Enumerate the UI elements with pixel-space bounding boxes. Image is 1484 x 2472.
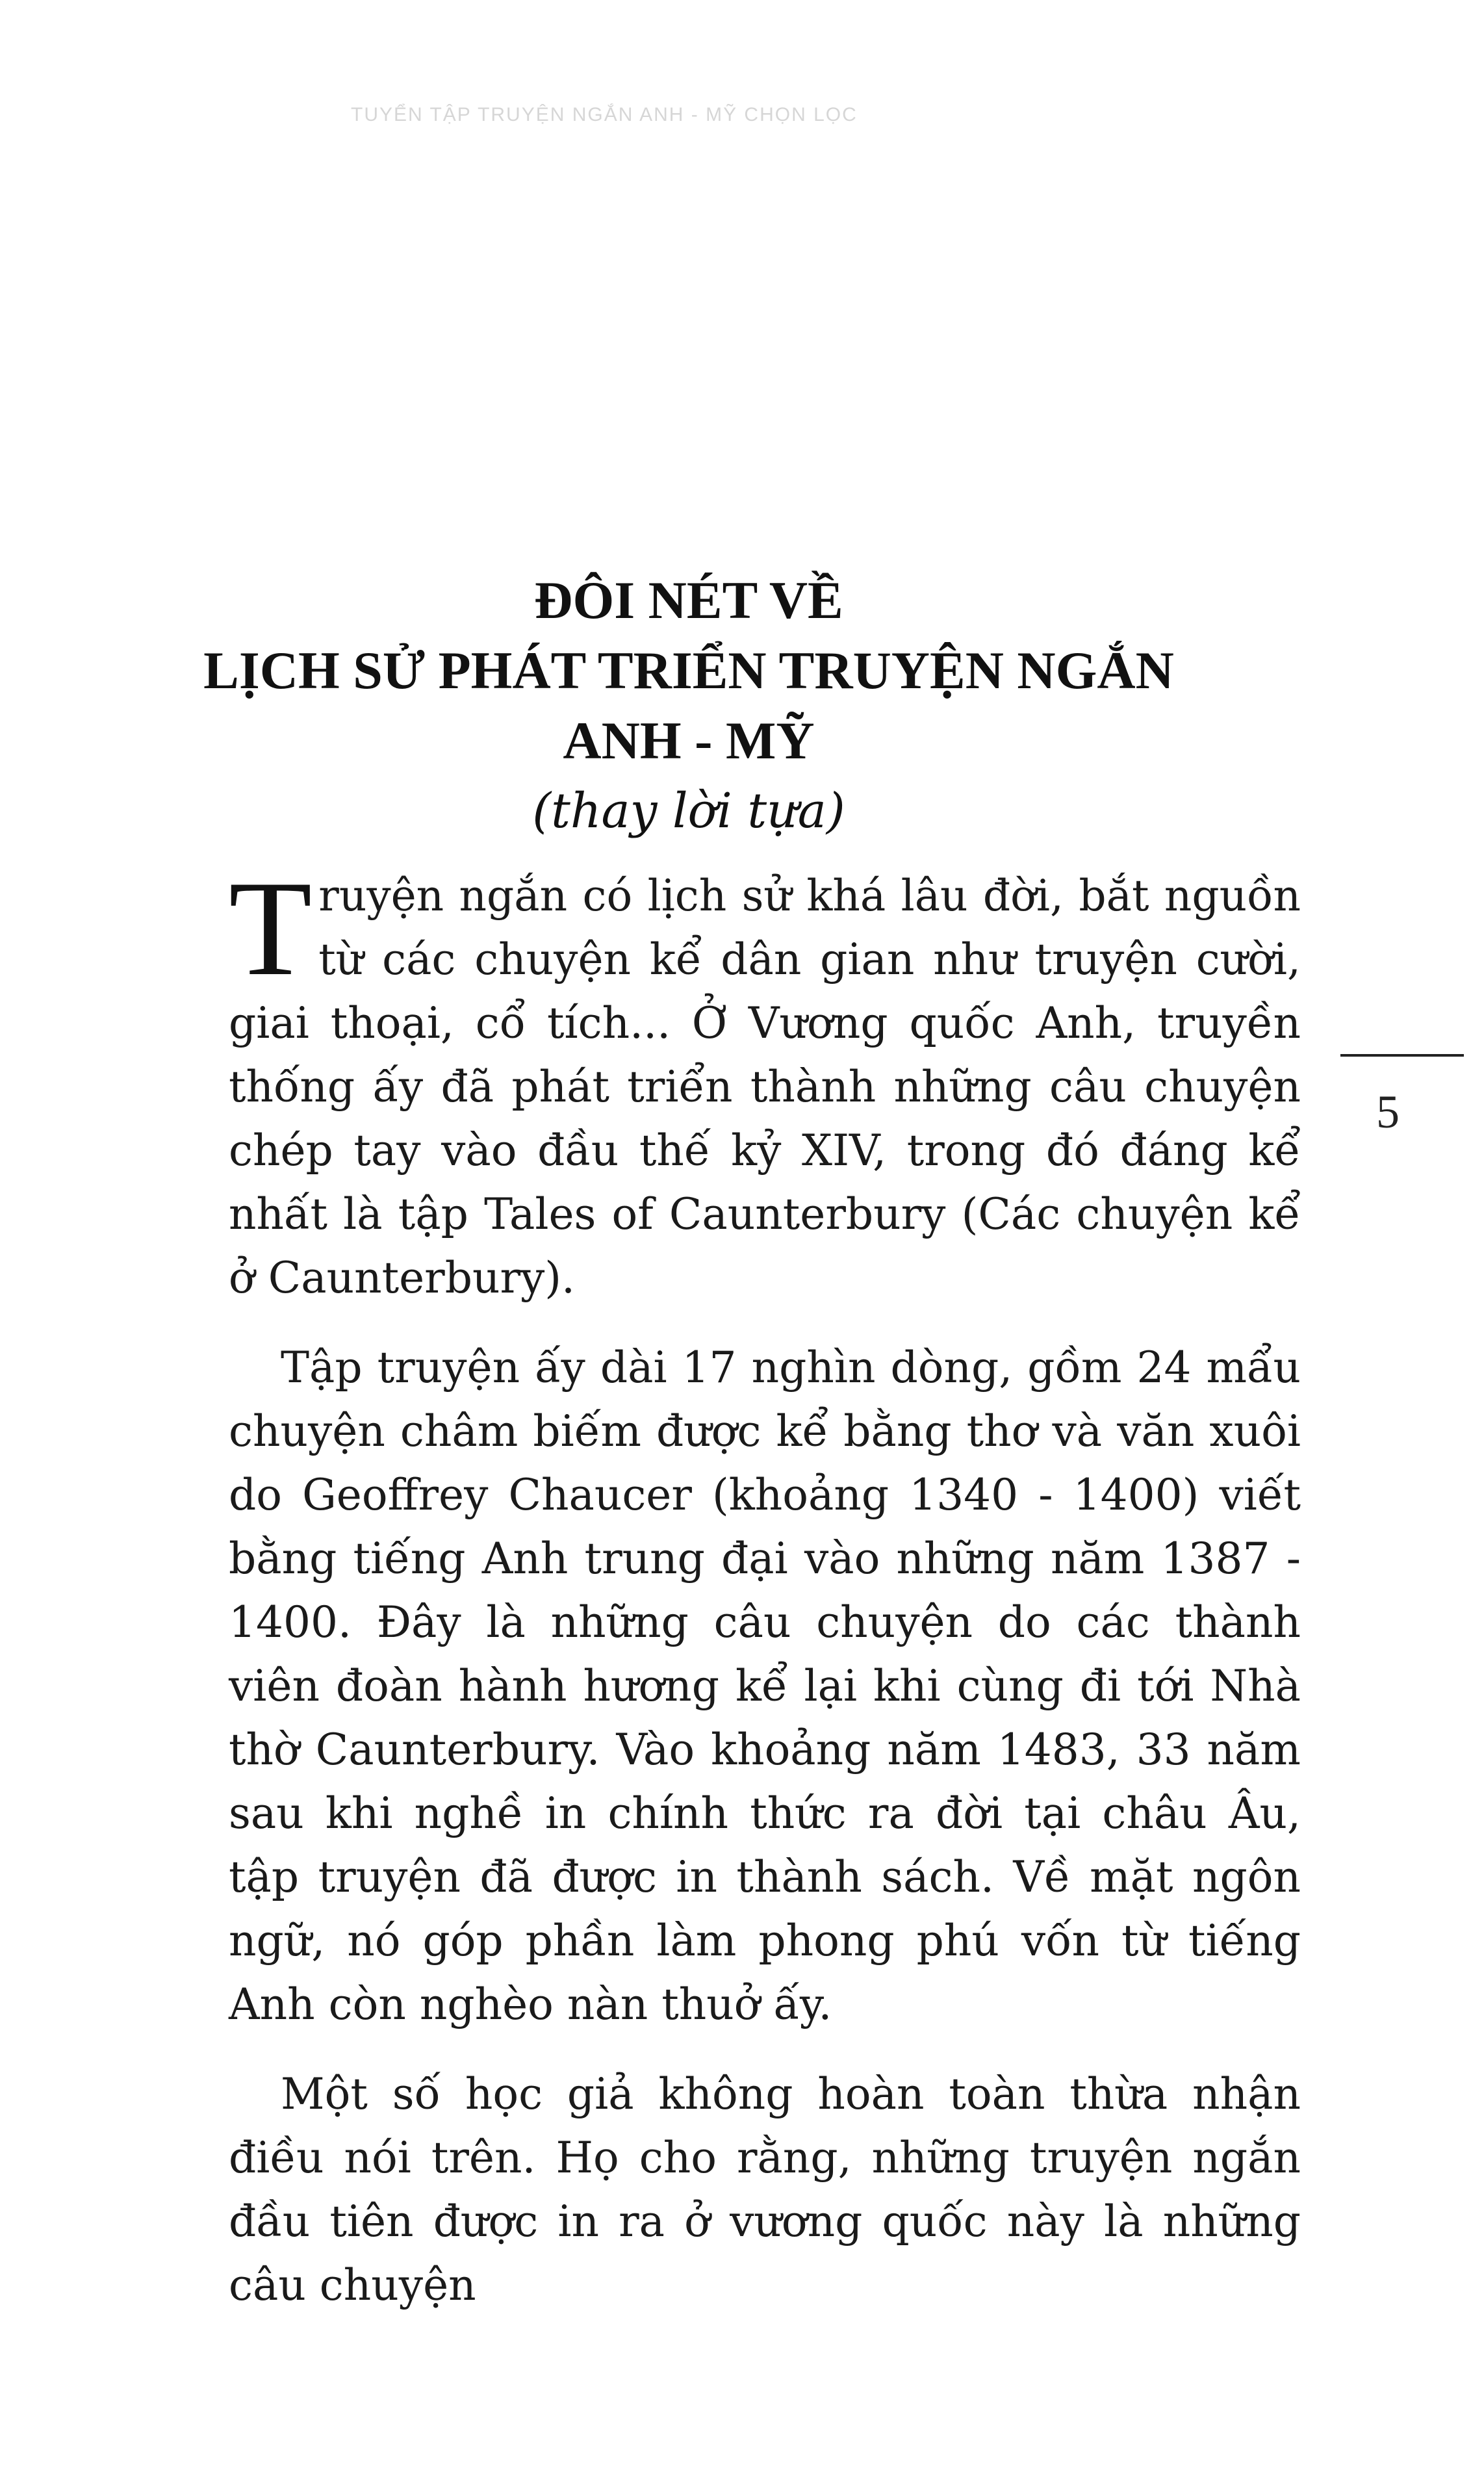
page-number-rule	[1340, 1054, 1464, 1057]
body-text	[229, 853, 1301, 2343]
running-header: TUYỂN TẬP TRUYỆN NGẮN ANH - MỸ CHỌN LỌC	[351, 104, 858, 125]
chapter-subtitle: (thay lời tựa)	[532, 783, 845, 839]
paragraph-2: Tập truyện ấy dài 17 nghìn dòng, gồm 24 mẩu chuyện châm biếm được kể bằng thơ và văn xuôi do Geoffrey Chaucer (khoảng 1340 - 1400) viết bằng tiếng Anh trung đại vào những năm 1387 - 1400. Đây là những câu chuyện do các thành viên đoàn hành hương kể lại khi cùng đi tới Nhà thờ Caunterbury. Vào khoảng năm 1483, 33 năm sau khi nghề in chính thức ra đời tại châu Âu, tập truyện đã được in thành sách. Về mặt ngôn ngữ, nó góp phần làm phong phú vốn từ tiếng Anh còn nghèo nàn thuở ấy.	[229, 1343, 1301, 2029]
chapter-title-block	[162, 565, 1215, 842]
drop-cap: T	[229, 853, 313, 1004]
page-number: 5	[1376, 1086, 1400, 1138]
title-line-1: ĐÔI NÉT VỀ	[534, 571, 843, 630]
title-line-2: LỊCH SỬ PHÁT TRIỂN TRUYỆN NGẮN	[203, 641, 1174, 700]
title-line-3: ANH - MỸ	[563, 711, 815, 770]
paragraph-1	[229, 853, 1301, 1310]
paragraph-3: Một số học giả không hoàn toàn thừa nhận điều nói trên. Họ cho rằng, những truyện ngắn đầu tiên được in ra ở vương quốc này là những câu chuyện	[229, 2069, 1301, 2310]
paragraph-1-text: ruyện ngắn có lịch sử khá lâu đời, bắt nguồn từ các chuyện kể dân gian như truyện cười, giai thoại, cổ tích... Ở Vương quốc Anh, truyền thống ấy đã phát triển thành những câu chuyện chép tay vào đầu thế kỷ XIV, trong đó đáng kể nhất là tập Tales of Caunterbury (Các chuyện kể ở Caunterbury).	[229, 871, 1301, 1303]
